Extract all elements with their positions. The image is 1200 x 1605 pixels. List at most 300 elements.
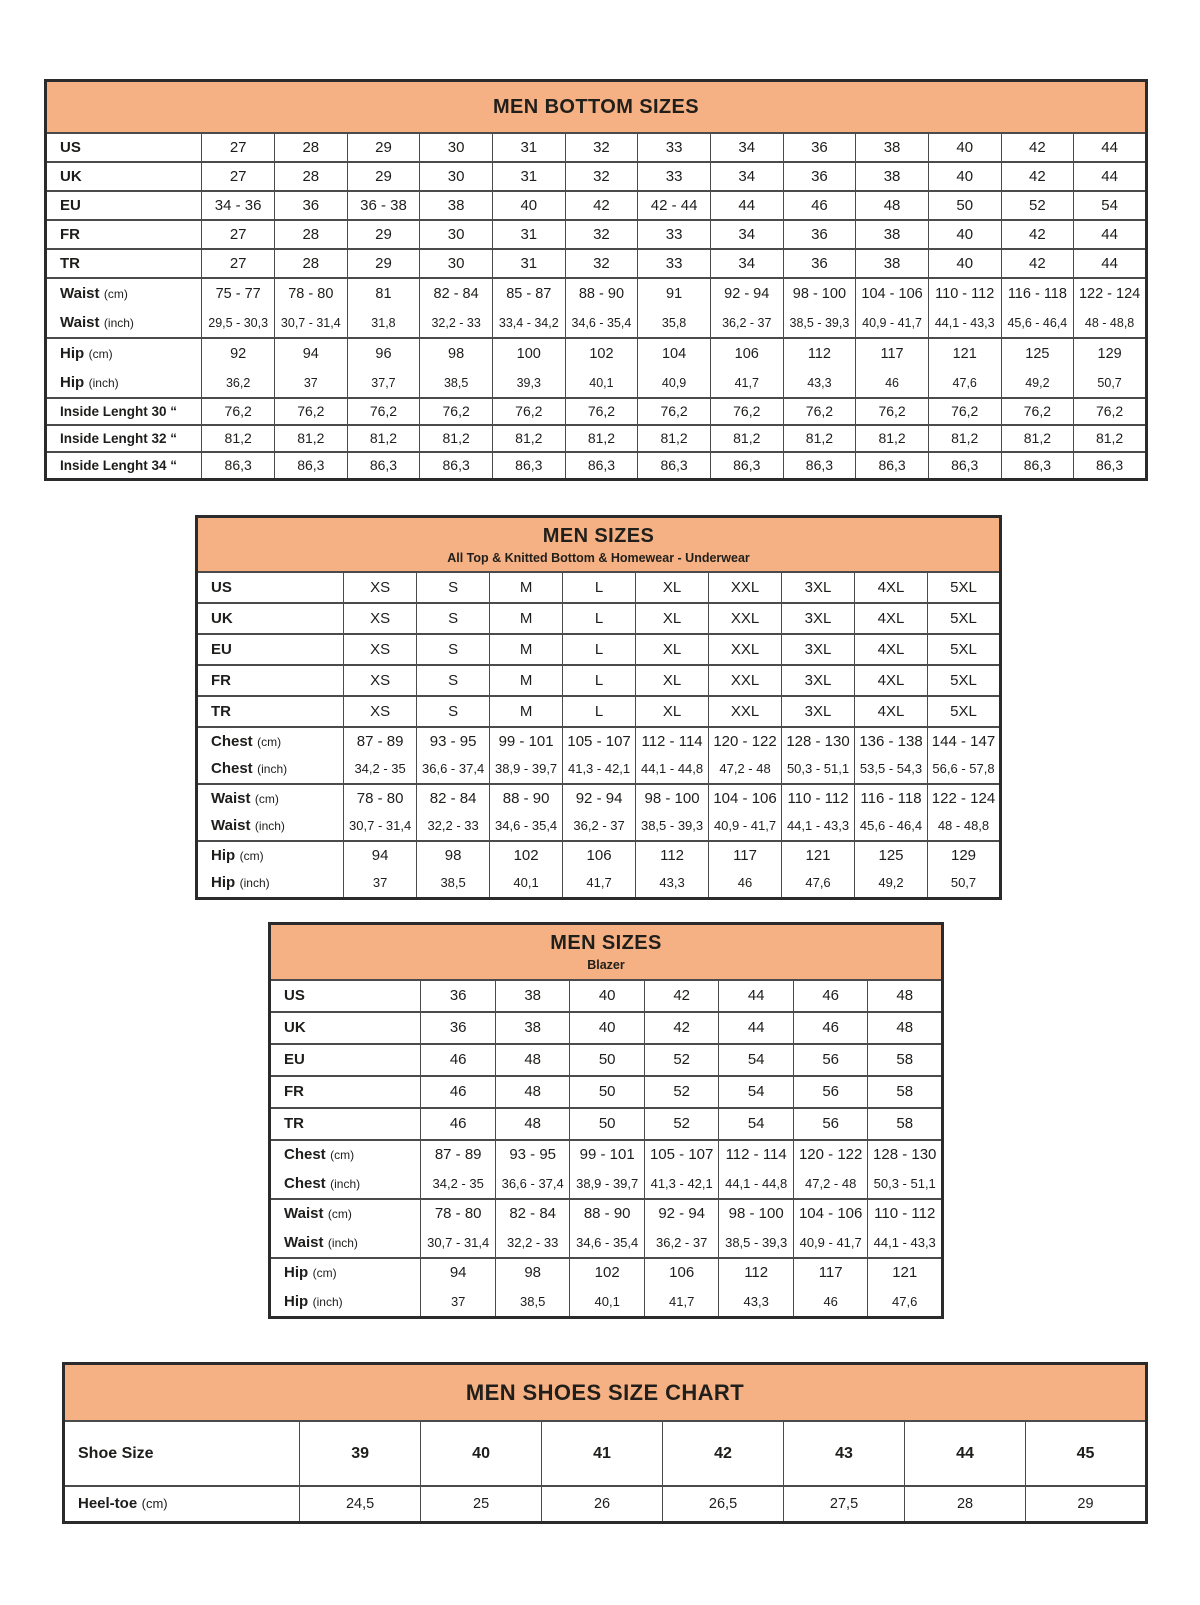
value-text: 76,2 xyxy=(660,402,688,419)
value-cell xyxy=(492,162,565,191)
value-text: XXL xyxy=(730,609,760,627)
measure-unit: (cm) xyxy=(257,734,282,749)
table-row xyxy=(46,133,1147,162)
value-cell xyxy=(344,696,417,727)
value-cell xyxy=(565,452,638,480)
value-text: 76,2 xyxy=(297,402,325,419)
value-cell xyxy=(1001,249,1074,278)
value-text: 86,3 xyxy=(1095,456,1124,473)
value-cell xyxy=(421,1421,542,1486)
value-cell xyxy=(855,696,928,727)
value-cell xyxy=(638,452,711,480)
table-row xyxy=(46,398,1147,425)
value-text: 34 - 36 xyxy=(214,196,262,214)
value-text: 48 xyxy=(524,1083,542,1100)
value-cell xyxy=(1074,425,1147,452)
value-cell xyxy=(928,665,1001,696)
cm-value xyxy=(563,848,635,864)
value-text: 4XL xyxy=(877,640,905,658)
value-text: 40,9 - 41,7 xyxy=(862,315,922,330)
measure-unit: (inch) xyxy=(254,819,285,834)
value-cell xyxy=(421,1076,496,1108)
inch-value xyxy=(496,1235,570,1251)
row-label xyxy=(46,398,202,425)
value-text: 98 - 100 xyxy=(728,1205,784,1223)
row-label xyxy=(64,1421,300,1486)
inch-value xyxy=(202,375,274,391)
inch-value xyxy=(782,761,854,777)
value-cell xyxy=(856,249,929,278)
value-cell xyxy=(928,162,1001,191)
value-text: 41,7 xyxy=(669,1293,695,1309)
value-cell xyxy=(495,1199,570,1258)
value-cell xyxy=(347,249,420,278)
value-cell xyxy=(710,162,783,191)
cm-value xyxy=(420,346,492,362)
value-text: 121 xyxy=(952,345,977,362)
value-text: 92 - 94 xyxy=(575,789,623,807)
value-text: 44 xyxy=(1101,167,1118,185)
value-cell xyxy=(928,784,1001,841)
row-label-stack xyxy=(284,1141,420,1198)
value-text: 56 xyxy=(822,1115,840,1132)
value-text: 78 - 80 xyxy=(356,789,404,807)
cm-value xyxy=(421,1265,495,1281)
value-text: 120 - 122 xyxy=(798,1146,863,1164)
cm-value xyxy=(493,286,565,302)
value-cell xyxy=(855,634,928,665)
row-label-unit: (cm) xyxy=(141,1496,168,1511)
value-text: 41,3 - 42,1 xyxy=(650,1175,713,1191)
value-text: 36,2 - 37 xyxy=(573,818,625,834)
value-stack xyxy=(645,1200,719,1257)
value-cell xyxy=(274,249,347,278)
value-text: 56 xyxy=(822,1051,840,1068)
value-cell xyxy=(855,603,928,634)
value-cell xyxy=(495,1012,570,1044)
row-label xyxy=(46,133,202,162)
value-text: 98 xyxy=(524,1264,542,1282)
value-stack xyxy=(496,1141,570,1198)
value-cell xyxy=(347,278,420,338)
value-stack xyxy=(421,1200,495,1257)
value-text: 38,5 xyxy=(520,1293,546,1309)
value-text: 106 xyxy=(734,345,759,362)
table-subtitle: All Top & Knitted Bottom & Homewear - Underwear xyxy=(447,550,750,565)
value-text: 110 - 112 xyxy=(874,1205,936,1223)
value-cell xyxy=(490,841,563,899)
value-text: 81,2 xyxy=(442,429,470,446)
value-cell xyxy=(1001,398,1074,425)
cm-value xyxy=(490,848,562,864)
value-text: 50,3 - 51,1 xyxy=(786,761,850,777)
value-stack xyxy=(929,339,1001,397)
row-label-stack xyxy=(284,1259,420,1316)
inch-value xyxy=(709,818,781,834)
value-cell xyxy=(274,220,347,249)
table-row xyxy=(197,784,1001,841)
cm-value xyxy=(782,791,854,807)
row-label xyxy=(197,784,344,841)
value-text: 122 - 124 xyxy=(931,789,996,807)
row-label xyxy=(197,696,344,727)
inch-value xyxy=(868,1235,941,1251)
value-cell xyxy=(202,220,275,249)
value-stack xyxy=(417,728,489,783)
cm-value xyxy=(420,286,492,302)
inch-value xyxy=(636,875,708,891)
value-text: 27 xyxy=(229,138,247,156)
value-cell xyxy=(868,1199,943,1258)
value-cell xyxy=(490,784,563,841)
value-text: 93 - 95 xyxy=(429,732,477,750)
value-text: 94 xyxy=(371,846,389,864)
value-text: 50,7 xyxy=(950,875,977,891)
measure-name: Waist xyxy=(211,817,251,835)
value-cell xyxy=(719,1012,794,1044)
value-cell xyxy=(868,1012,943,1044)
value-stack xyxy=(493,339,565,397)
value-cell xyxy=(1001,220,1074,249)
size-table-men-bottom-sizes xyxy=(44,79,1148,481)
value-text: 81,2 xyxy=(1023,429,1051,446)
inch-value xyxy=(928,761,999,777)
value-stack xyxy=(421,1259,495,1316)
value-cell xyxy=(202,191,275,220)
inch-value xyxy=(417,761,489,777)
row-label xyxy=(46,249,202,278)
value-text: L xyxy=(594,640,604,658)
value-text: 42 xyxy=(673,987,691,1004)
value-cell xyxy=(570,980,645,1012)
row-label-text: US xyxy=(211,578,232,596)
value-text: 116 - 118 xyxy=(1007,285,1067,302)
value-text: 37,7 xyxy=(371,375,396,390)
row-label-stack xyxy=(211,728,343,783)
value-text: 34 xyxy=(738,138,756,156)
value-cell xyxy=(1001,425,1074,452)
value-cell xyxy=(420,162,493,191)
value-cell xyxy=(1001,278,1074,338)
value-cell xyxy=(421,1258,496,1318)
measure-label xyxy=(211,761,343,777)
value-stack xyxy=(794,1141,868,1198)
cm-value xyxy=(645,1147,719,1163)
value-stack xyxy=(782,728,854,783)
table-men-bottom-sizes xyxy=(44,79,1148,481)
value-text: 110 - 112 xyxy=(787,789,849,807)
value-cell xyxy=(783,338,856,398)
value-cell xyxy=(856,278,929,338)
value-text: 40 xyxy=(956,138,974,156)
value-cell xyxy=(347,220,420,249)
value-cell xyxy=(344,634,417,665)
inch-value xyxy=(794,1176,868,1192)
inch-value xyxy=(496,1176,570,1192)
value-stack xyxy=(1002,279,1074,337)
value-text: 41,7 xyxy=(586,875,612,891)
value-cell xyxy=(783,191,856,220)
value-stack xyxy=(794,1259,868,1316)
row-label xyxy=(270,1258,421,1318)
cm-value xyxy=(344,791,416,807)
value-cell xyxy=(710,220,783,249)
value-text: 76,2 xyxy=(1023,402,1051,419)
value-text: 33 xyxy=(665,167,683,185)
value-cell xyxy=(563,727,636,784)
value-text: 53,5 - 54,3 xyxy=(859,761,923,777)
value-cell xyxy=(782,841,855,899)
value-cell xyxy=(490,603,563,634)
value-text: 26 xyxy=(593,1496,611,1512)
value-cell xyxy=(928,220,1001,249)
value-cell xyxy=(565,191,638,220)
cm-value xyxy=(563,791,635,807)
value-cell xyxy=(1026,1486,1147,1523)
inch-value xyxy=(719,1294,793,1310)
value-text: 48 - 48,8 xyxy=(937,818,990,834)
value-text: 38,5 - 39,3 xyxy=(640,818,704,834)
cm-value xyxy=(496,1206,570,1222)
cm-value xyxy=(275,286,347,302)
table-row xyxy=(270,1108,943,1140)
value-text: 36 xyxy=(811,138,828,156)
value-stack xyxy=(782,842,854,897)
value-cell xyxy=(490,696,563,727)
value-text: XL xyxy=(662,640,682,658)
value-text: 43,3 xyxy=(743,1293,769,1309)
value-text: 75 - 77 xyxy=(215,285,261,302)
measure-unit: (cm) xyxy=(103,286,128,301)
measure-unit: (inch) xyxy=(312,1294,343,1309)
value-text: L xyxy=(594,609,604,627)
measure-name: Chest xyxy=(284,1146,326,1164)
value-stack xyxy=(202,279,274,337)
value-text: 46 xyxy=(822,1019,840,1036)
value-stack xyxy=(275,279,347,337)
value-stack xyxy=(490,785,562,840)
row-label xyxy=(270,1140,421,1199)
value-text: 40,9 xyxy=(661,375,687,390)
value-text: 112 xyxy=(744,1264,769,1282)
cm-value xyxy=(570,1265,644,1281)
inch-value xyxy=(348,375,420,391)
cm-value xyxy=(868,1206,941,1222)
value-stack xyxy=(868,1259,941,1316)
inch-value xyxy=(929,375,1001,391)
value-text: 27,5 xyxy=(829,1496,859,1512)
cm-value xyxy=(490,734,562,750)
value-text: 76,2 xyxy=(369,402,398,419)
value-cell xyxy=(344,572,417,603)
inch-value xyxy=(493,315,565,331)
value-text: 39 xyxy=(351,1444,369,1462)
value-text: M xyxy=(519,609,533,627)
measure-name: Hip xyxy=(211,874,236,892)
table-row xyxy=(270,1199,943,1258)
value-text: 46 xyxy=(737,875,753,891)
value-cell xyxy=(563,603,636,634)
value-text: 34,6 - 35,4 xyxy=(571,315,632,330)
row-label xyxy=(270,1108,421,1140)
value-text: 36,2 - 37 xyxy=(722,315,772,330)
value-cell xyxy=(202,278,275,338)
value-text: 50 xyxy=(598,1083,616,1100)
value-text: 50 xyxy=(956,196,974,214)
value-text: 3XL xyxy=(804,640,832,658)
table-row xyxy=(46,425,1147,452)
value-text: 58 xyxy=(896,1115,914,1132)
row-label-text: UK xyxy=(60,167,82,185)
inch-value xyxy=(417,818,489,834)
value-stack xyxy=(719,1200,793,1257)
value-cell xyxy=(793,980,868,1012)
value-text: 112 - 114 xyxy=(725,1146,787,1164)
value-text: 117 xyxy=(880,345,904,362)
value-cell xyxy=(710,278,783,338)
value-text: 106 xyxy=(669,1264,695,1282)
value-text: 52 xyxy=(673,1115,691,1132)
inch-value xyxy=(420,315,492,331)
value-text: 78 - 80 xyxy=(434,1205,482,1223)
value-text: 28 xyxy=(302,254,320,272)
table-row xyxy=(46,452,1147,480)
value-cell xyxy=(709,572,782,603)
row-label xyxy=(197,603,344,634)
value-cell xyxy=(417,784,490,841)
value-text: 78 - 80 xyxy=(288,285,334,302)
value-cell xyxy=(202,452,275,480)
value-text: XXL xyxy=(730,702,760,720)
value-text: 102 xyxy=(594,1264,620,1282)
value-text: 106 xyxy=(586,846,612,864)
value-text: 27 xyxy=(229,254,247,272)
value-text: 99 - 101 xyxy=(579,1146,635,1164)
value-cell xyxy=(856,220,929,249)
measure-label xyxy=(284,1265,420,1281)
value-cell xyxy=(783,133,856,162)
value-text: 54 xyxy=(747,1051,765,1068)
cm-value xyxy=(496,1147,570,1163)
inch-value xyxy=(570,1235,644,1251)
value-cell xyxy=(1074,191,1147,220)
inch-value xyxy=(344,818,416,834)
cm-value xyxy=(496,1265,570,1281)
value-text: 129 xyxy=(1097,345,1122,362)
value-text: 3XL xyxy=(804,702,832,720)
value-stack xyxy=(928,728,999,783)
value-cell xyxy=(783,220,856,249)
value-cell xyxy=(928,841,1001,899)
value-text: 81 xyxy=(375,285,392,302)
inch-value xyxy=(782,818,854,834)
value-cell xyxy=(709,784,782,841)
table-header-bar xyxy=(270,924,943,981)
row-label xyxy=(197,665,344,696)
table-row xyxy=(270,1044,943,1076)
value-text: 38 xyxy=(883,167,901,185)
value-cell xyxy=(856,338,929,398)
value-text: 32,2 - 33 xyxy=(431,315,481,330)
row-label xyxy=(46,338,202,398)
row-label-text: TR xyxy=(211,702,231,720)
value-text: 33,4 - 34,2 xyxy=(498,315,559,330)
value-text: 88 - 90 xyxy=(578,285,625,302)
value-cell xyxy=(782,696,855,727)
value-text: 42 xyxy=(673,1019,691,1036)
row-label xyxy=(46,425,202,452)
value-cell xyxy=(784,1421,905,1486)
inch-value xyxy=(421,1176,495,1192)
value-cell xyxy=(563,784,636,841)
value-cell xyxy=(638,249,711,278)
value-text: 56,6 - 57,8 xyxy=(932,761,995,777)
value-cell xyxy=(782,784,855,841)
value-text: 48 xyxy=(524,1051,542,1068)
value-cell xyxy=(565,425,638,452)
value-text: 30,7 - 31,4 xyxy=(427,1234,490,1250)
cm-value xyxy=(794,1206,868,1222)
cm-value xyxy=(348,286,420,302)
value-cell xyxy=(709,696,782,727)
value-stack xyxy=(563,785,635,840)
cm-value xyxy=(275,346,347,362)
value-cell xyxy=(856,425,929,452)
value-text: S xyxy=(448,609,459,627)
value-cell xyxy=(719,1258,794,1318)
value-text: 27 xyxy=(229,167,247,185)
table-row xyxy=(197,665,1001,696)
measure-label xyxy=(211,791,343,807)
value-cell xyxy=(492,338,565,398)
value-cell xyxy=(1001,162,1074,191)
row-label xyxy=(197,572,344,603)
value-text: M xyxy=(519,640,533,658)
value-cell xyxy=(565,338,638,398)
value-cell xyxy=(492,398,565,425)
value-cell xyxy=(492,278,565,338)
value-cell xyxy=(274,452,347,480)
table-title: MEN SHOES SIZE CHART xyxy=(465,1379,745,1405)
row-label-stack xyxy=(60,279,201,337)
value-cell xyxy=(709,665,782,696)
value-text: 5XL xyxy=(950,640,977,658)
value-text: 3XL xyxy=(804,578,832,596)
value-stack xyxy=(711,279,783,337)
measure-name: Waist xyxy=(60,313,100,331)
value-text: 34 xyxy=(738,225,756,243)
inch-value xyxy=(636,761,708,777)
value-text: 32 xyxy=(593,254,610,272)
value-text: 44 xyxy=(1101,138,1118,156)
value-cell xyxy=(344,841,417,899)
value-text: 32 xyxy=(593,225,610,243)
value-cell xyxy=(638,220,711,249)
value-text: 31 xyxy=(520,254,538,272)
table-row xyxy=(64,1486,1147,1523)
value-cell xyxy=(782,603,855,634)
cm-value xyxy=(928,848,999,864)
value-text: 36 xyxy=(811,254,828,272)
value-cell xyxy=(274,338,347,398)
value-text: 96 xyxy=(375,345,392,362)
table-men-sizes-top xyxy=(195,515,1002,900)
value-text: 45 xyxy=(1076,1444,1095,1462)
value-stack xyxy=(784,279,856,337)
value-text: 36 xyxy=(811,167,828,185)
value-text: S xyxy=(448,671,459,689)
value-text: 28 xyxy=(302,167,320,185)
